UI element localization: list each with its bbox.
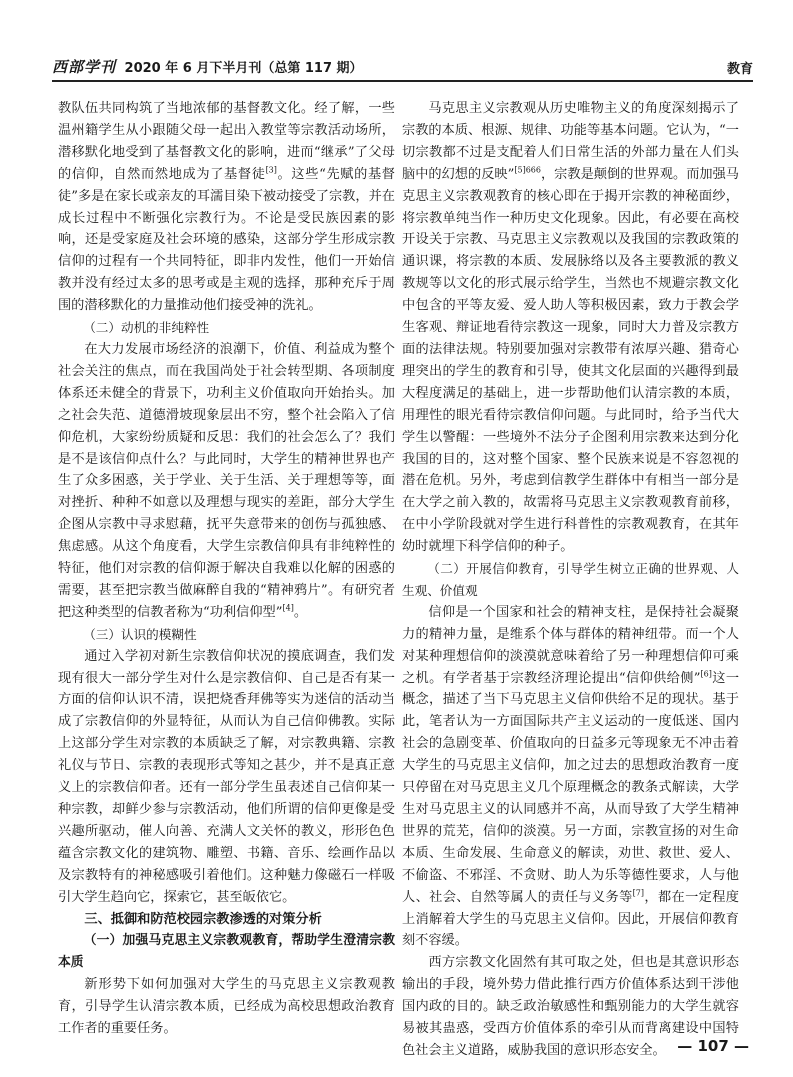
citation: [4] (282, 603, 294, 613)
paragraph: 马克思主义宗教观从历史唯物主义的角度深刻揭示了宗教的本质、根源、规律、功能等基本问题。它认为，“一切宗教都不过是支配着人们日常生活的外部力量在人们头脑中的幻想的反映”$^{[5]666}$，宗教是颠倒的世界观。而加强马克思主义宗教观教育的核心即在于揭开宗教的神秘面纱，将宗教单纯当作一种历史文化现象。因此，有必要在高校开设关于宗教、马克思主义宗教观以及我国的宗教政策的通识课，将宗教的本质、发展脉络以及各主要教派的教义教规等以文化的形式展示给学生，当然也不规避宗教文化中包含的平等友爱、爱人助人等积极因素，致力于教会学生客观、辩证地看待宗教这一现象，同时大力普及宗教方面的法律法规。特别要加强对宗教带有浓厚兴趣、猎奇心理突出的学生的教育和引导，使其文化层面的兴趣得到最大程度满足的基础上，进一步帮助他们认清宗教的本质，用理性的眼光看待宗教信仰问题。与此同时，给予当代大学生以警醒：一些境外不法分子企图利用宗教来达到分化我国的目的，这对整个国家、整个民族来说是不容忽视的潜在危机。另外，考虑到信教学生群体中有相当一部分是在大学之前入教的，故需将马克思主义宗教观教育前移，在中小学阶段就对学生进行科普性的宗教观教育，在其年幼时就埋下科学信仰的种子。 (402, 101, 739, 555)
journal-title (52, 56, 363, 80)
citation: [3] (265, 165, 277, 175)
paragraph: 在大力发展市场经济的浪潮下，价值、利益成为整个社会关注的焦点，而在我国尚处于社会转型期、各项制度体系还未健全的背景下，功利主义价值取向开始抬头。加之社会失范、道德滑坡现象层出不穷，整个社会陷入了信仰危机，大家纷纷质疑和反思：我们的社会怎么了？我们是不是该信仰点什么？与此同时，大学生的精神世界也产生了众多困惑，关于学业、关于生活、关于理想等等，面对挫折、种种不如意以及理想与现实的差距，部分大学生企图从宗教中寻求慰藉，抚平失意带来的创伤与孤独感、焦虑感。从这个角度看，大学生宗教信仰具有非纯粹性的特征，他们对宗教的信仰源于解决自我难以化解的困惑的需要，甚至把宗教当做麻醉自我的“精神鸦片”。有研究者把这种类型的信教者称为“功利信仰型”[4]。 (58, 341, 395, 620)
right-column (402, 98, 739, 1062)
section-heading-3: 三、抵御和防范校园宗教渗透的对策分析 (84, 911, 322, 927)
section-label: 教育 (726, 62, 753, 77)
journal-issue: 2020 年 6 月下半月刊（总第 117 期） (124, 61, 363, 76)
subheading-motive: （二）动机的非纯粹性 (83, 320, 210, 336)
paragraph: 新形势下如何加强对大学生的马克思主义宗教观教育，引导学生认清宗教本质，已经成为高校思想政治教育工作者的重要任务。 (58, 977, 395, 1037)
citation: [5]666 (514, 165, 541, 175)
citation: [6] (700, 669, 712, 679)
journal-logo: 西部学刊 (52, 58, 117, 76)
citation: [7] (632, 888, 645, 898)
page-number: — 107 — (677, 1037, 749, 1055)
paragraph: 通过入学初对新生宗教信仰状况的摸底调查，我们发现有很大一部分学生对什么是宗教信仰、自己是否有某一方面的信仰认识不清，误把烧香拜佛等实为迷信的活动当成了宗教信仰的外显特征，从而认为自己信仰佛教。实际上这部分学生对宗教的本质缺乏了解，对宗教典籍、宗教礼仪与节日、宗教的表现形式等知之甚少，并不是真正意义上的宗教信仰者。还有一部分学生虽表述自己信仰某一种宗教，却鲜少参与宗教活动，他们所谓的信仰更像是受兴趣所驱动，催人向善、充满人文关怀的教义，形形色色蕴含宗教文化的建筑物、雕塑、书籍、音乐、绘画作品以及宗教特有的神秘感吸引着他们。这种魅力像磁石一样吸引大学生趋向它，探索它，甚至皈依它。 (58, 648, 395, 905)
paragraph: 教队伍共同构筑了当地浓郁的基督教文化。经了解，一些温州籍学生从小跟随父母一起出入教堂等宗教活动场所，潜移默化地受到了基督教文化的影响，进而“继承”了父母的信仰，自然而然地成为了基督徒[3]。这些“先赋的基督徒”多是在家长或亲友的耳濡目染下被动接受了宗教，并在成长过程中不断强化宗教行为。不论是受民族因素的影响，还是受家庭及社会环境的感染，这部分学生形成宗教信仰的过程有一个共同特征，即非内发性，他们一开始信教并没有经过太多的思考或是主观的选择，那种充斥于周围的潜移默化的力量推动他们接受神的洗礼。 (58, 101, 395, 314)
left-column (58, 98, 395, 1040)
paragraph: 信仰是一个国家和社会的精神支柱，是保持社会凝聚力的精神力量，是维系个体与群体的精神纽带。而一个人对某种理想信仰的淡漠就意味着给了另一种理想信仰可乘之机。有学者基于宗教经济理论提出“信仰供给侧”[6]这一概念，描述了当下马克思主义信仰供给不足的现状。基于此，笔者认为一方面国际共产主义运动的一度低迷、国内社会的急剧变革、价值取向的日益多元等现象无不冲击着大学生的马克思主义信仰，加之过去的思想政治教育一度只停留在对马克思主义几个原理概念的教条式解读，大学生对马克思主义的认同感并不高，从而导致了大学生精神世界的荒芜，信仰的淡漠。另一方面，宗教宣扬的对生命本质、生命发展、生命意义的解读，劝世、救世、爱人、不偷盗、不邪淫、不贪财、助人为乐等德性要求，人与他人、社会、自然等属人的责任与义务等[7]，都在一定程度上消解着大学生的马克思主义信仰。因此，开展信仰教育刻不容缓。 (402, 604, 740, 949)
subheading-faith: （二）开展信仰教育，引导学生树立正确的世界观、人生观、价值观 (402, 561, 739, 598)
subheading-cognition: （三）认识的模糊性 (83, 626, 197, 642)
running-header (52, 58, 753, 82)
paragraph: 西方宗教文化固然有其可取之处，但也是其意识形态输出的手段，境外势力借此推行西方价值体系达到干涉他国内政的目的。缺乏政治敏感性和甄别能力的大学生就容易被其蛊惑，受西方价值体系的牵引从而背离建设中国特色社会主义道路，威胁我国的意识形态安全。 (402, 955, 739, 1058)
subheading-strengthen: （一）加强马克思主义宗教观教育，帮助学生澄清宗教本质 (58, 933, 395, 971)
